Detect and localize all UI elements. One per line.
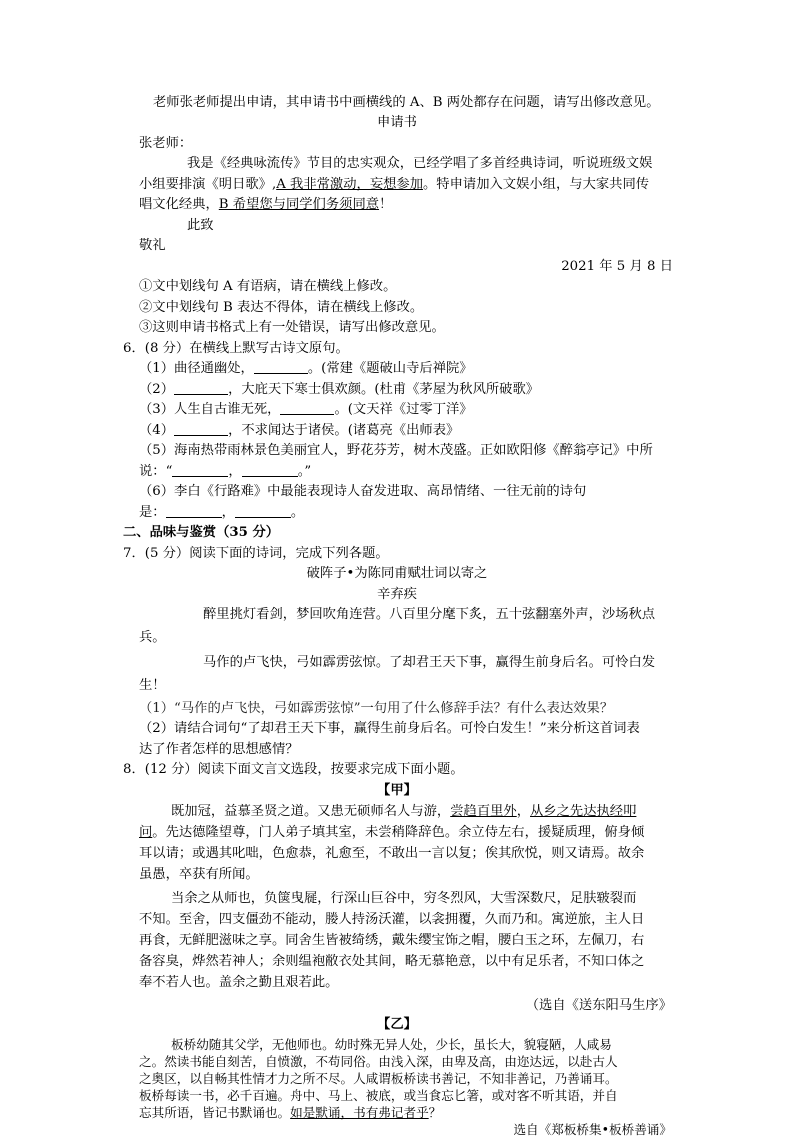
passage-yi-line: 板桥每读一书，必千百遍。舟中、马上、被底，或当食忘匕箸，或对客不听其语，并自 xyxy=(139,1088,618,1103)
q6-item-3: （3）人生自古谁无死， 。(文天祥《过零丁洋》 xyxy=(139,402,473,417)
q6-item-6-cont: 是： ， 。 xyxy=(139,505,305,520)
passage-yi-line: 忘其所语，皆记书默诵也。如是默诵，书有弗记者乎？ xyxy=(139,1105,442,1120)
passage-jia-line: 备容臭，烨然若神人；余则缊袍敝衣处其间，略无慕艳意，以中有足乐者，不知口体之 xyxy=(139,954,645,969)
q6-item-1: （1）曲径通幽处， 。(常建《题破山寺后禅院》 xyxy=(139,361,473,376)
passage-yi-heading: 【乙】 xyxy=(377,1017,417,1032)
passage-jia-source: （选自《送东阳马生序》 xyxy=(525,998,672,1013)
section-heading: 二、品味与鉴赏（35 分） xyxy=(123,525,280,540)
letter-salutation: 张老师： xyxy=(139,136,193,151)
underlined-phrase: 问 xyxy=(139,825,153,840)
q7-sub-2: （2）请结合词句“了却君王天下事，赢得生前身后名。可怜白发生！”来分析这首词表 xyxy=(139,721,640,736)
letter-question-3: ③这则申请书格式上有一处错误，请写出修改意见。 xyxy=(139,320,445,335)
poem-line-1-cont: 兵。 xyxy=(139,630,166,645)
passage-yi-line: 之。然读书能自刻苦，自愤激，不苟同俗。由浅入深，由卑及高，由迩达远，以赴古人 xyxy=(139,1054,618,1069)
answer-blank[interactable] xyxy=(172,462,228,477)
letter-title: 申请书 xyxy=(377,115,417,130)
passage-jia-heading: 【甲】 xyxy=(377,783,417,798)
underlined-sentence-b: B 希望您与同学们务须同意 xyxy=(218,197,380,212)
answer-blank[interactable] xyxy=(235,503,291,518)
answer-blank[interactable] xyxy=(242,462,298,477)
q8-stem: 8．(12 分）阅读下面文言文选段，按要求完成下面小题。 xyxy=(123,762,464,777)
passage-jia-line: 奉不若人也。盖余之勤且艰若此。 xyxy=(139,975,339,990)
underlined-sentence-a: A 我非常激动，妄想参加 xyxy=(276,177,424,192)
answer-blank[interactable] xyxy=(174,421,228,436)
letter-body-2: 小组要排演《明日歌》,A 我非常激动，妄想参加。特申请加入文娱小组，与大家共同传 xyxy=(139,177,650,192)
letter-date: 2021 年 5 月 8 日 xyxy=(561,259,673,274)
passage-jia-line: 问。先达德隆望尊，门人弟子填其室，未尝稍降辞色。余立侍左右，援疑质理，俯身倾 xyxy=(139,825,645,840)
q6-item-5-cont: 说：“ ， 。” xyxy=(139,464,312,479)
letter-question-1: ①文中划线句 A 有语病，请在横线上修改。 xyxy=(139,279,397,294)
passage-jia-line: 耳以请；或遇其叱咄，色愈恭，礼愈至，不敢出一言以复；俟其欣悦，则又请焉。故余 xyxy=(139,846,645,861)
letter-closing-2: 敬礼 xyxy=(139,238,166,253)
passage-jia-line: 再食，无鲜肥滋味之享。同舍生皆被绮绣，戴朱缨宝饰之帽，腰白玉之环，左佩刀，右 xyxy=(139,933,645,948)
passage-yi-line: 板桥幼随其父学，无他师也。幼时殊无异人处，少长，虽长大，貌寝陋，人咸易 xyxy=(171,1037,612,1052)
poem-title: 破阵子•为陈同甫赋壮词以寄之 xyxy=(306,566,488,581)
q7-sub-1: （1）“马作的卢飞快，弓如霹雳弦惊”一句用了什么修辞手法？有什么表达效果？ xyxy=(139,701,614,716)
answer-blank[interactable] xyxy=(280,400,334,415)
passage-yi-source: 选自《郑板桥集•板桥善诵》 xyxy=(513,1122,672,1137)
poem-line-2-cont: 生！ xyxy=(139,678,166,693)
passage-jia-line: 当余之从师也，负箧曳屣，行深山巨谷中，穷冬烈风，大雪深数尺，足肤皲裂而 xyxy=(171,891,637,906)
passage-jia-line: 不知。至舍，四支僵劲不能动，媵人持汤沃灌，以衾拥覆，久而乃和。寓逆旅，主人日 xyxy=(139,912,645,927)
underlined-phrase: 尝趋百里外 xyxy=(450,804,517,819)
passage-jia-line: 既加冠，益慕圣贤之道。又患无硕师名人与游，尝趋百里外，从乡之先达执经叩 xyxy=(171,804,637,819)
q6-item-5: （5）海南热带雨林景色美丽宜人，野花芬芳，树木茂盛。正如欧阳修《醉翁亭记》中所 xyxy=(139,443,653,458)
answer-blank[interactable] xyxy=(166,503,222,518)
underlined-phrase: 从乡之先达执经叩 xyxy=(530,804,637,819)
answer-blank[interactable] xyxy=(254,359,308,374)
q6-item-6: （6）李白《行路难》中最能表现诗人奋发进取、高昂情绪、一往无前的诗句 xyxy=(139,484,587,499)
q7-stem: 7．(5 分）阅读下面的诗词，完成下列各题。 xyxy=(123,546,389,561)
poem-author: 辛弃疾 xyxy=(377,587,417,602)
underlined-sentence: 如是默诵，书有弗记者乎 xyxy=(290,1105,429,1120)
poem-line-1: 醉里挑灯看剑，梦回吹角连营。八百里分麾下炙，五十弦翻塞外声，沙场秋点 xyxy=(203,607,656,622)
letter-intro: 老师张老师提出申请，其申请书中画横线的 A、B 两处都存在问题，请写出修改意见。 xyxy=(153,95,660,110)
q6-stem: 6．(8 分）在横线上默写古诗文原句。 xyxy=(123,341,349,356)
passage-jia-line: 虽愚，卒获有所闻。 xyxy=(139,867,259,882)
letter-body-1: 我是《经典咏流传》节目的忠实观众，已经学唱了多首经典诗词，听说班级文娱 xyxy=(187,156,653,171)
letter-question-2: ②文中划线句 B 表达不得体，请在横线上修改。 xyxy=(139,300,424,315)
q7-sub-2-cont: 达了作者怎样的思想感情？ xyxy=(139,742,299,757)
q6-item-4: （4） ，不求闻达于诸侯。(诸葛亮《出师表》 xyxy=(139,423,460,438)
answer-blank[interactable] xyxy=(174,380,228,395)
letter-body-3: 唱文化经典，B 希望您与同学们务须同意！ xyxy=(139,197,393,212)
letter-closing-1: 此致 xyxy=(187,218,214,233)
passage-yi-line: 之奥区，以自畅其性情才力之所不尽。人咸谓板桥读书善记，不知非善记，乃善诵耳。 xyxy=(139,1071,618,1086)
poem-line-2: 马作的卢飞快，弓如霹雳弦惊。了却君王天下事，赢得生前身后名。可怜白发 xyxy=(203,655,656,670)
q6-item-2: （2） ，大庇天下寒士俱欢颜。(杜甫《茅屋为秋风所破歌》 xyxy=(139,382,540,397)
